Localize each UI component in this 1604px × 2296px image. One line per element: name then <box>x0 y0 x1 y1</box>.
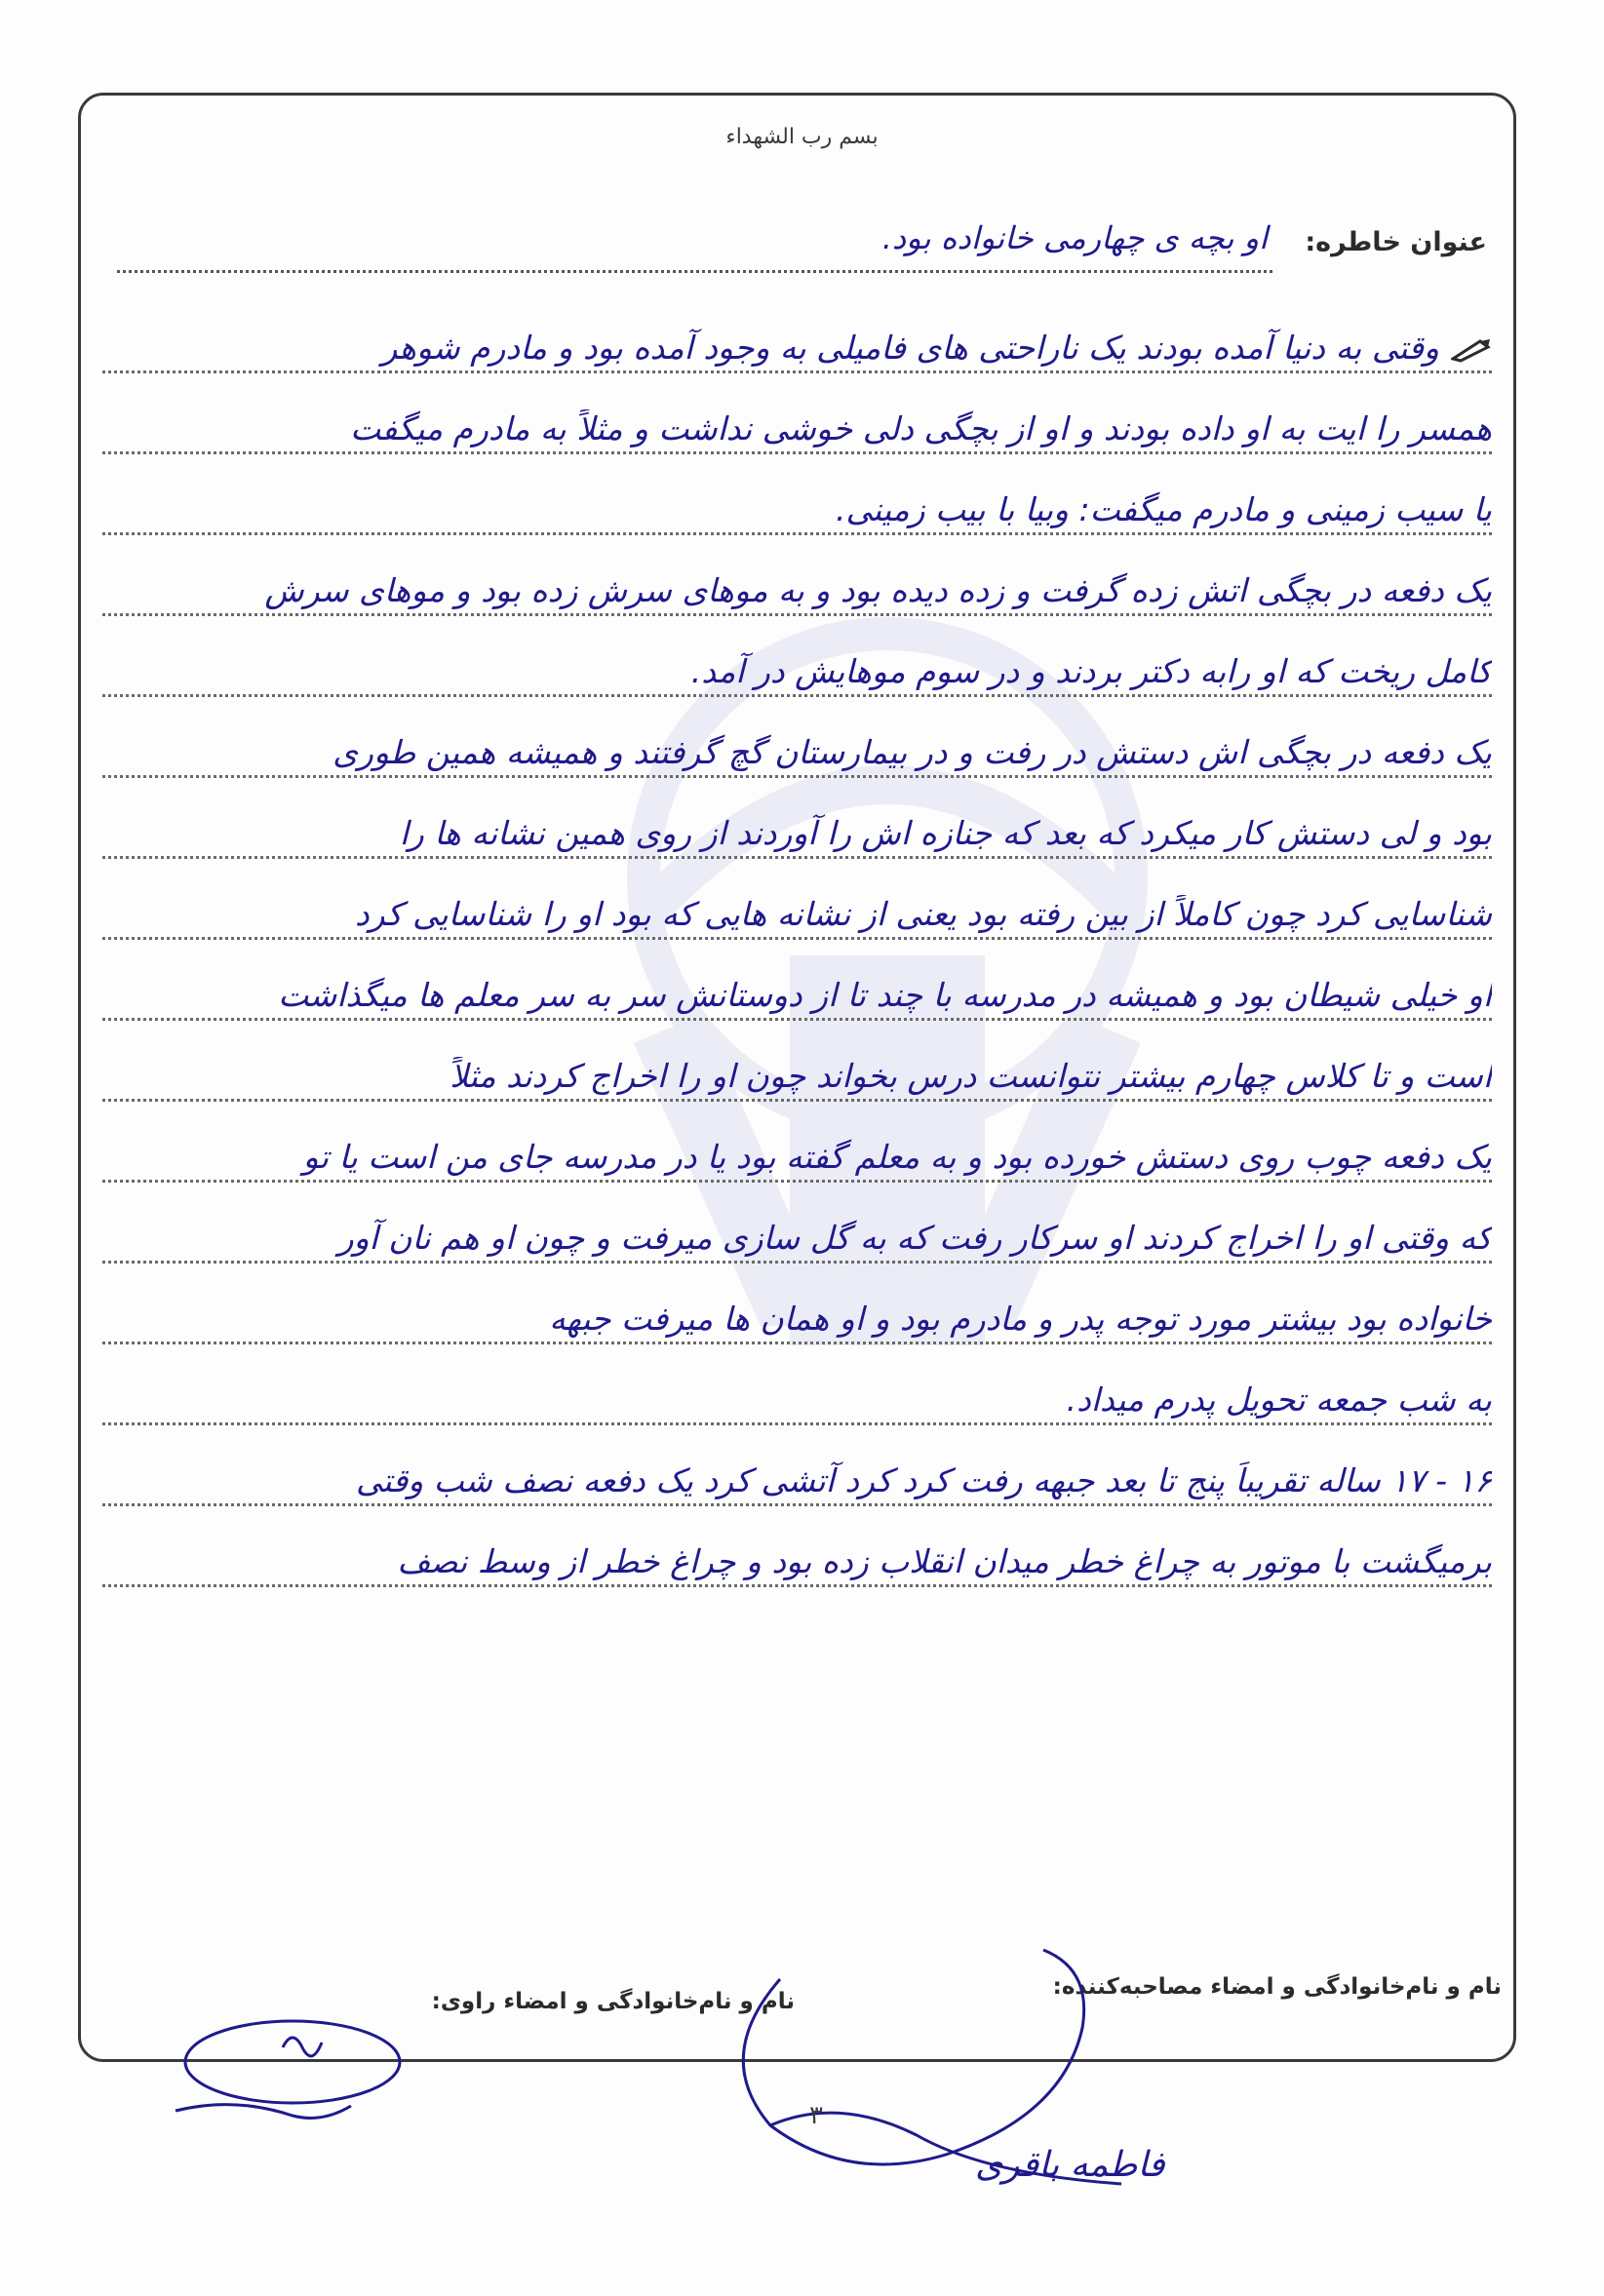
dotted-rule <box>117 270 1272 273</box>
body-line <box>102 454 1492 535</box>
body-line-text: است و تا کلاس چهارم بیشتر نتوانست درس بخواند چون او را اخراج کردند مثلاً <box>450 1057 1492 1095</box>
page-number: ۳ <box>809 2101 823 2130</box>
body-line <box>102 616 1492 697</box>
body-line <box>102 778 1492 859</box>
body-line <box>102 859 1492 940</box>
narrator-signature-label: نام و نام‌خانوادگی و امضاء راوی: <box>431 1989 795 2014</box>
body-line-text: یا سیب زمینی و مادرم میگفت: وبیا با بیب زمینی. <box>836 490 1492 528</box>
body-line-text: ۱۶ - ۱۷ ساله تقریباً پنج تا بعد جبهه رفت کرد کرد آتشی کرد یک دفعه نصف شب وقتی <box>356 1461 1492 1499</box>
page-header: بسم رب الشهداء <box>725 125 879 149</box>
body-line <box>102 373 1492 454</box>
body-line <box>102 1425 1492 1506</box>
body-line <box>102 535 1492 616</box>
narrator-signature <box>146 2008 410 2135</box>
memoir-title-value: او بچه ی چهارمی خانواده بود. <box>881 219 1268 256</box>
body-line-text: او خیلی شیطان بود و همیشه در مدرسه با چند تا از دوستانش سر به سر معلم ها میگذاشت <box>278 976 1492 1014</box>
pen-icon <box>1451 337 1492 363</box>
memoir-title-row <box>117 219 1487 278</box>
body-line-text: یک دفعه در بچگی اتش زده گرفت و زده دیده بود و به موهای سرش زده بود و موهای سرش <box>264 571 1492 609</box>
body-line-text: بود و لی دستش کار میکرد که بعد که جنازه اش را آوردند از روی همین نشانه ها را <box>399 814 1492 852</box>
body-line-text: همسر را ایت به او داده بودند و او از بچگی دلی خوشی نداشت و مثلاً به مادرم میگفت <box>350 409 1492 448</box>
body-line-text: یک دفعه در بچگی اش دستش در رفت و در بیمارستان گچ گرفتند و همیشه همین طوری <box>333 733 1492 771</box>
handwritten-body <box>102 292 1492 1587</box>
interviewer-signature-label: نام و نام‌خانوادگی و امضاء مصاحبه‌کننده: <box>1052 1974 1502 2000</box>
signer-name: فاطمه باقری <box>975 2145 1165 2185</box>
body-line-text: وقتی به دنیا آمده بودند یک ناراحتی های فامیلی به وجود آمده بود و مادرم شوهر <box>381 329 1439 367</box>
body-line <box>102 1183 1492 1264</box>
body-line-text: خانواده بود بیشتر مورد توجه پدر و مادرم بود و او همان ها میرفت جبهه <box>549 1300 1492 1338</box>
memoir-title-label: عنوان خاطره: <box>1305 227 1487 257</box>
body-line-text: به شب جمعه تحویل پدرم میداد. <box>1066 1381 1492 1419</box>
body-line <box>102 697 1492 778</box>
body-line <box>102 1102 1492 1183</box>
body-line <box>102 1344 1492 1425</box>
body-line <box>102 1021 1492 1102</box>
body-line-text: که وقتی او را اخراج کردند او سرکار رفت که به گل سازی میرفت و چون او هم نان آور <box>337 1219 1492 1257</box>
body-line <box>102 292 1492 373</box>
body-line <box>102 1506 1492 1587</box>
body-line <box>102 1264 1492 1344</box>
body-line <box>102 940 1492 1021</box>
body-line-text: کامل ریخت که او رابه دکتر بردند و در سوم موهایش در آمد. <box>690 652 1492 690</box>
body-line-text: شناسایی کرد چون کاملاً از بین رفته بود یعنی از نشانه هایی که بود او را شناسایی کرد <box>354 895 1492 933</box>
body-line-text: برمیگشت با موتور به چراغ خطر میدان انقلاب زده بود و چراغ خطر از وسط نصف <box>397 1542 1492 1580</box>
body-line-text: یک دفعه چوب روی دستش خورده بود و به معلم گفته بود یا در مدرسه جای من است یا تو <box>302 1138 1492 1176</box>
